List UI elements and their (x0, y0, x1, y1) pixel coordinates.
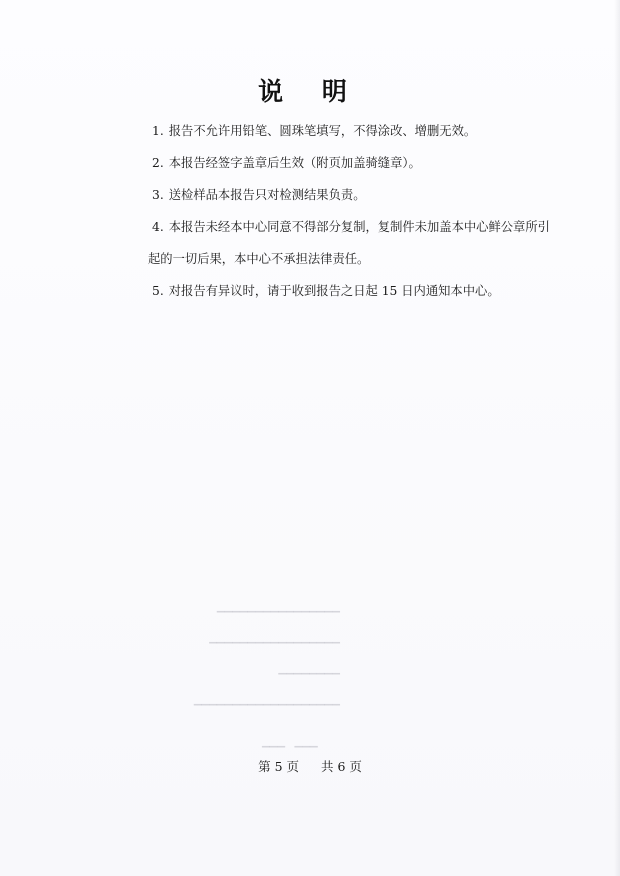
page-total: 共 6 页 (321, 759, 362, 774)
note-text: 送检样品本报告只对检测结果负责。 (168, 188, 366, 202)
bleed-line: ▁▁▁▁▁▁▁▁ (278, 664, 340, 675)
note-text: 对报告有异议时，请于收到报告之日起 15 日内通知本中心。 (168, 284, 500, 298)
bleed-line: ▁▁▁▁▁▁▁▁▁▁▁▁▁▁▁▁▁ (209, 633, 340, 644)
note-number: 4. (152, 220, 164, 234)
note-number: 3. (152, 188, 164, 202)
bleed-through-footer: ▁▁▁ ▁▁▁ (262, 737, 318, 748)
note-item-4 (152, 211, 572, 243)
note-text: 本报告未经本中心同意不得部分复制，复制件未加盖本中心鲜公章所引 (168, 220, 550, 234)
note-item-1 (152, 115, 572, 147)
note-item-2 (152, 147, 572, 179)
page-footer (0, 757, 620, 775)
note-item-3 (152, 179, 572, 211)
bleed-line: ▁▁▁▁▁▁▁▁▁▁▁▁▁▁▁▁ (216, 602, 340, 613)
bleed-line: ▁▁▁▁▁▁▁▁▁▁▁▁▁▁▁▁▁▁▁ (193, 695, 340, 706)
note-number: 1. (152, 124, 164, 138)
note-number: 5. (152, 284, 164, 298)
note-item-4-continuation (148, 243, 572, 275)
note-item-5 (152, 275, 572, 307)
page-number: 第 5 页 (258, 759, 299, 774)
note-text: 本报告经签字盖章后生效（附页加盖骑缝章）。 (168, 156, 421, 170)
notes-list (148, 115, 572, 307)
note-text: 报告不允许用铅笔、圆珠笔填写，不得涂改、增删无效。 (168, 124, 477, 138)
bleed-through-text (150, 592, 340, 716)
page-edge-shadow (614, 0, 620, 876)
note-number: 2. (152, 156, 164, 170)
note-text: 起的一切后果，本中心不承担法律责任。 (148, 252, 370, 266)
page-title: 说 明 (258, 77, 362, 106)
